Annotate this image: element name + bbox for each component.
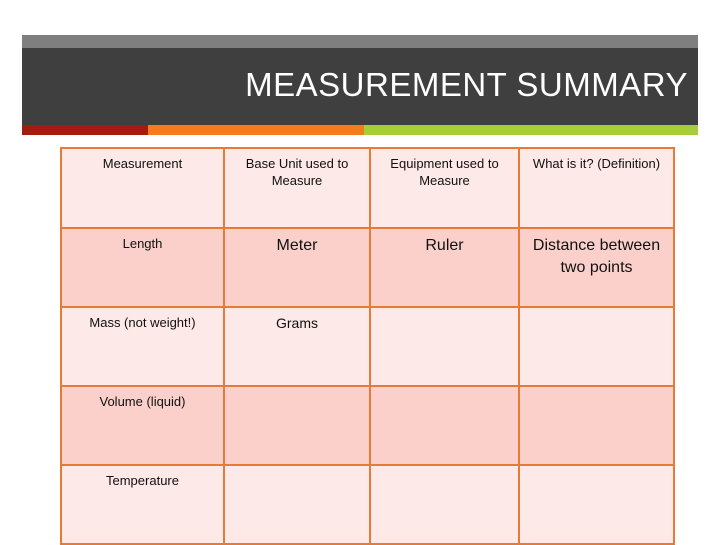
cell-equipment: Ruler [370, 228, 519, 307]
accent-bar-orange [148, 125, 364, 135]
cell-definition [519, 465, 674, 544]
header-cell-base-unit: Base Unit used to Measure [224, 148, 370, 228]
cell-measurement: Mass (not weight!) [61, 307, 224, 386]
cell-base-unit: Grams [224, 307, 370, 386]
measurement-summary-table [60, 147, 675, 545]
table-row [61, 307, 674, 386]
cell-equipment [370, 307, 519, 386]
cell-definition [519, 307, 674, 386]
header-cell-measurement: Measurement [61, 148, 224, 228]
table-header-row [61, 148, 674, 228]
cell-definition [519, 386, 674, 465]
header-cell-definition: What is it? (Definition) [519, 148, 674, 228]
header-cell-equipment: Equipment used to Measure [370, 148, 519, 228]
table-row [61, 228, 674, 307]
cell-measurement: Length [61, 228, 224, 307]
cell-measurement: Volume (liquid) [61, 386, 224, 465]
table-row [61, 465, 674, 544]
cell-equipment [370, 386, 519, 465]
cell-equipment [370, 465, 519, 544]
slide-title: MEASUREMENT SUMMARY [245, 66, 688, 103]
cell-base-unit: Meter [224, 228, 370, 307]
top-strip [22, 35, 698, 48]
accent-bar-red [22, 125, 148, 135]
cell-base-unit [224, 386, 370, 465]
accent-bar-green [364, 125, 698, 135]
cell-measurement: Temperature [61, 465, 224, 544]
title-band [22, 48, 698, 125]
table-row [61, 386, 674, 465]
cell-definition: Distance between two points [519, 228, 674, 307]
cell-base-unit [224, 465, 370, 544]
